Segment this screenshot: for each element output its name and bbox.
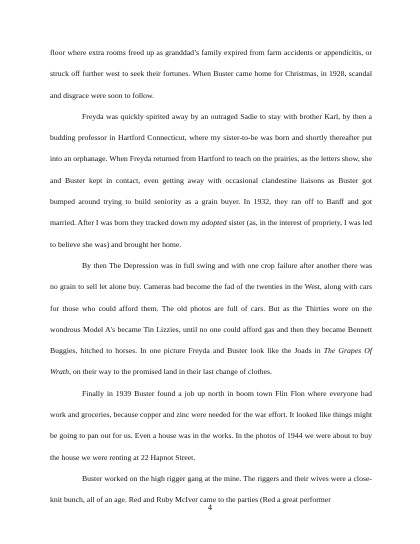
italic-text: adopted bbox=[201, 218, 227, 228]
italic-text: The Grapes Of Wrath bbox=[50, 346, 372, 377]
text-run: By then The Depression was in full swing and with one crop failure after another there was no grain to sell let alone buy. Cameras had become the fad of the twenties in the West, along with cars for those who could afford them. The old photos are full of cars. But as the Thirties wore on the wondrous Model A's became Tin Lizzies, until no one could afford gas and then they became Bennett Buggies, hitched to horses. In one picture Freyda and Buster look like the Joads in bbox=[50, 260, 372, 356]
body-text bbox=[50, 42, 372, 511]
text-run: floor where extra rooms freed up as granddad’s family expired from farm accidents or appendicitis, or struck off further west to seek their fortunes. When Buster came home for Christmas, in 1928, scandal and disgrace were soon to follow. bbox=[50, 48, 372, 100]
paragraph-p3 bbox=[50, 255, 372, 383]
paragraph-p2 bbox=[50, 106, 372, 255]
page-number: 4 bbox=[208, 503, 212, 512]
paragraph-p4 bbox=[50, 383, 372, 468]
paragraph-p1 bbox=[50, 42, 372, 106]
text-run: Buster worked on the high rigger gang at the mine. The riggers and their wives were a close-knit bunch, all of an age. Red and Ruby McIver came to the parties (Red a great performer bbox=[50, 473, 372, 505]
text-run: Freyda was quickly spirited away by an outraged Sadie to stay with brother Karl, by then a budding professor in Hartford Connecticut, where my sister-to-be was born and shortly thereafter put into an orphanage. When Freyda returned from Hartford to teach on the prairies, as the letters show, she and Buster kept in contact, even getting away with occasional clandestine liaisons as Buster got bumped around trying to build seniority as a grain buyer. In 1932, they ran off to Banff and got married. After I was born they tracked down my bbox=[50, 111, 372, 228]
text-run: Finally in 1939 Buster found a job up north in boom town Flin Flon where everyone had work and groceries, because copper and zinc were needed for the war effort. It looked like things might be going to pan out for us. Even a house was in the works. In the photos of 1944 we were about to buy the house we were renting at 22 Hapnot Street. bbox=[50, 388, 372, 462]
text-run: , on their way to the promised land in their last change of clothes. bbox=[68, 367, 272, 377]
text-run: sister (as, in the interest of propriety, I was led to believe she was) and brought her home. bbox=[50, 218, 372, 249]
